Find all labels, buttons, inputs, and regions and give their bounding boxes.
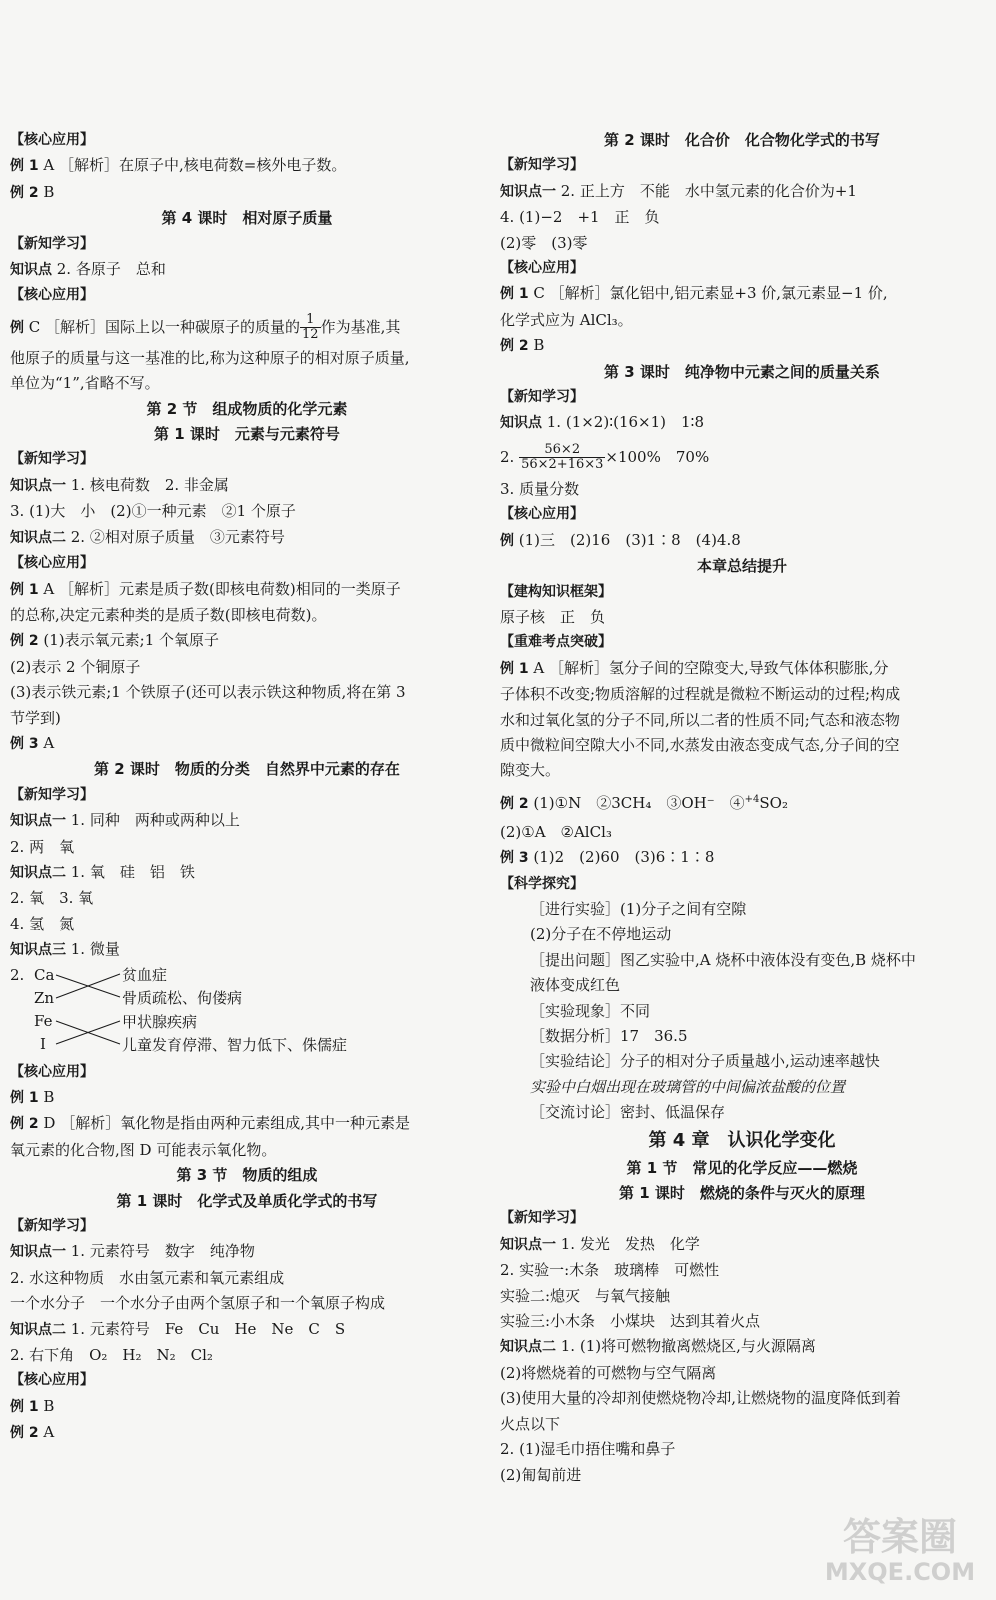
answer-text: 2. — [500, 447, 520, 466]
knowledge-label: 知识点二 — [10, 864, 66, 881]
section-tag: 【核心应用】 — [500, 506, 584, 523]
answer-line: 2. 氧 3. 氧 — [10, 889, 94, 908]
answer-line: (3)使用大量的冷却剂使燃烧物冷却,让燃烧物的温度降低到着 — [500, 1389, 902, 1408]
answer-text: 2. 各原子 总和 — [52, 260, 166, 279]
answer-line — [500, 845, 984, 871]
section-title: 第 3 节 物质的组成 — [176, 1166, 318, 1185]
disease-2: 骨质疏松、佝偻病 — [122, 988, 243, 1007]
valence-superscript: +4 — [744, 793, 760, 805]
answer-line — [500, 1334, 984, 1360]
section-tag: 【新知学习】 — [500, 157, 584, 174]
answer-line: 4. 氢 氮 — [10, 914, 75, 933]
answer-line — [10, 473, 484, 499]
answer-text: 1. 微量 — [66, 940, 120, 959]
answer-line: ［提出问题］图乙实验中,A 烧杯中液体没有变色,B 烧杯中 — [530, 950, 916, 969]
answer-text: A ［解析］元素是质子数(即核电荷数)相同的一类原子 — [38, 579, 401, 598]
answer-line: (3)表示铁元素;1 个铁原子(还可以表示铁这种物质,将在第 3 — [10, 683, 406, 702]
watermark-top-text: 答案圈 — [842, 1515, 958, 1559]
section-tag: 【科学探究】 — [500, 875, 584, 892]
section-tag: 【新知学习】 — [10, 451, 94, 468]
lesson-title: 第 1 课时 化学式及单质化学式的书写 — [116, 1191, 378, 1210]
answer-line — [500, 656, 984, 682]
answer-text: 2. 正上方 不能 水中氢元素的化合价为+1 — [556, 181, 857, 200]
answer-line — [10, 1085, 484, 1111]
section-tag: 【核心应用】 — [500, 260, 584, 277]
answer-line: ［交流讨论］密封、低温保存 — [530, 1103, 726, 1122]
knowledge-label: 知识点三 — [10, 942, 66, 959]
matching-number: 2. — [10, 965, 25, 984]
answer-line: 一个水分子 一个水分子由两个氢原子和一个氧原子构成 — [10, 1294, 386, 1313]
example-label: 例 1 — [10, 581, 39, 598]
answer-line: 的总称,决定元素种类的是质子数(即核电荷数)。 — [10, 605, 327, 624]
knowledge-label: 知识点一 — [10, 1244, 66, 1261]
answer-text: (1)三 (2)16 (3)1∶8 (4)4.8 — [514, 530, 741, 549]
lesson-title: 第 2 课时 化合价 化合物化学式的书写 — [604, 131, 880, 149]
lesson-title: 第 1 课时 元素与元素符号 — [154, 425, 340, 444]
answer-line — [10, 525, 484, 551]
watermark-bottom-text: MXQE.COM — [824, 1558, 976, 1586]
disease-1: 贫血症 — [122, 965, 168, 984]
answer-line — [500, 333, 984, 359]
answer-text: A ［解析］氢分子间的空隙变大,导致气体体积膨胀,分 — [528, 658, 889, 677]
lesson-title: 第 3 课时 纯净物中元素之间的质量关系 — [604, 362, 880, 381]
answer-line — [10, 257, 484, 283]
section-tag: 【核心应用】 — [10, 287, 94, 304]
answer-text: B — [38, 1396, 55, 1415]
answer-line — [10, 1420, 484, 1446]
answer-line — [10, 1394, 484, 1420]
knowledge-label: 知识点一 — [10, 813, 66, 830]
answer-line — [500, 410, 984, 436]
disease-4: 儿童发育停滞、智力低下、侏儒症 — [122, 1035, 348, 1054]
answer-line — [10, 153, 484, 179]
matching-diagram — [10, 964, 484, 1060]
answer-line: 实验二:熄灭 与氧气接触 — [500, 1286, 671, 1305]
fraction-denominator: 56×2+16×3 — [521, 457, 604, 473]
answer-line: 节学到) — [10, 708, 61, 727]
answer-line: (2)将燃烧着的可燃物与空气隔离 — [500, 1363, 717, 1382]
answer-line: 化学式应为 AlCl₃。 — [500, 310, 633, 329]
element-i: I — [40, 1034, 46, 1053]
answer-line: 2. 水这种物质 水由氢元素和氧元素组成 — [10, 1268, 285, 1287]
element-fe: Fe — [34, 1011, 53, 1030]
answer-line: (2)分子在不停地运动 — [530, 925, 672, 944]
answer-line: ［实验现象］不同 — [530, 1001, 651, 1020]
section-tag: 【建构知识框架】 — [500, 583, 612, 600]
example-label: 例 2 — [500, 795, 529, 812]
section-tag: 【新知学习】 — [10, 235, 94, 252]
element-ca: Ca — [34, 965, 55, 984]
answer-text: D ［解析］氧化物是指由两种元素组成,其中一种元素是 — [38, 1114, 410, 1133]
answer-line — [10, 731, 484, 757]
answer-line: ［实验结论］分子的相对分子质量越小,运动速率越快 — [530, 1052, 880, 1071]
example-label: 例 1 — [500, 660, 529, 677]
answer-text: (1)2 (2)60 (3)6∶1∶8 — [528, 848, 715, 867]
knowledge-label: 知识点二 — [10, 529, 66, 546]
section-title: 第 2 节 组成物质的化学元素 — [146, 399, 348, 418]
answer-line — [10, 180, 484, 206]
chapter-title: 第 4 章 认识化学变化 — [648, 1129, 836, 1151]
answer-line: 单位为“1”,省略不写。 — [10, 374, 160, 393]
answer-line — [500, 1232, 984, 1258]
knowledge-label: 知识点一 — [500, 183, 556, 200]
answer-line — [10, 309, 484, 346]
answer-line: ［数据分析］17 36.5 — [530, 1027, 688, 1045]
answer-text: 1. 氧 硅 铝 铁 — [66, 862, 195, 881]
answer-line: 3. (1)大 小 (2)①一种元素 ②1 个原子 — [10, 502, 296, 521]
answer-text: B — [38, 1088, 55, 1106]
answer-line — [10, 577, 484, 603]
answer-text: 1. 发光 发热 化学 — [556, 1234, 700, 1253]
answer-line — [500, 784, 984, 820]
example-label: 例 2 — [10, 184, 39, 201]
answer-text: 1. (1)将可燃物撤离燃烧区,与火源隔离 — [556, 1337, 816, 1356]
disease-3: 甲状腺疾病 — [122, 1012, 198, 1031]
section-tag: 【新知学习】 — [500, 1210, 584, 1227]
answer-text: (1)表示氧元素;1 个氧原子 — [38, 631, 220, 650]
section-tag: 【核心应用】 — [10, 1063, 94, 1080]
answer-line: 水和过氧化氢的分子不同,所以二者的性质不同;气态和液态物 — [500, 710, 900, 729]
example-label: 例 — [10, 319, 24, 336]
answer-text: SO₂ — [759, 793, 788, 812]
example-label: 例 2 — [10, 633, 39, 650]
answer-text: 1. 元素符号 Fe Cu He Ne C S — [66, 1319, 346, 1338]
knowledge-label: 知识点 — [500, 415, 542, 432]
knowledge-label: 知识点一 — [10, 477, 66, 494]
section-tag: 【核心应用】 — [10, 1372, 94, 1389]
knowledge-label: 知识点 — [10, 262, 52, 279]
answer-line: 子体积不改变;物质溶解的过程就是微粒不断运动的过程;构成 — [500, 685, 901, 704]
example-label: 例 3 — [500, 850, 529, 867]
example-label: 例 1 — [10, 1090, 39, 1106]
answer-line — [500, 179, 984, 205]
example-label: 例 1 — [500, 286, 529, 303]
fraction-numerator: 56×2 — [519, 443, 605, 458]
left-column — [10, 128, 484, 1447]
lesson-title: 第 1 课时 燃烧的条件与灭火的原理 — [619, 1184, 865, 1203]
answer-text: 1. (1×2)∶(16×1) 1∶8 — [542, 413, 705, 432]
answer-text: C ［解析］国际上以一种碳原子的质量的 — [24, 317, 301, 336]
knowledge-label: 知识点二 — [10, 1321, 66, 1338]
example-label: 例 2 — [10, 1116, 39, 1133]
answer-text: B — [528, 336, 545, 355]
watermark-logo — [820, 1508, 980, 1586]
answer-line — [500, 437, 984, 477]
answer-line: 隙变大。 — [500, 761, 561, 780]
answer-text: 2. ②相对原子质量 ③元素符号 — [66, 527, 285, 546]
answer-line: 2. 右下角 O₂ H₂ N₂ Cl₂ — [10, 1346, 213, 1365]
answer-line — [500, 281, 984, 307]
example-label: 例 2 — [500, 338, 529, 355]
answer-text: (1)①N ②3CH₄ ③OH⁻ ④ — [528, 793, 745, 812]
answer-line: 2. (1)湿毛巾捂住嘴和鼻子 — [500, 1440, 676, 1459]
section-title: 第 1 节 常见的化学反应——燃烧 — [626, 1158, 858, 1177]
answer-text: 1. 同种 两种或两种以上 — [66, 811, 240, 830]
answer-text: A — [38, 1423, 55, 1442]
element-zn: Zn — [34, 988, 55, 1007]
fraction — [519, 443, 605, 472]
knowledge-label: 知识点一 — [500, 1236, 556, 1253]
example-label: 例 1 — [10, 158, 39, 175]
answer-line: 氧元素的化合物,图 D 可能表示氧化物。 — [10, 1140, 277, 1159]
answer-line: 他原子的质量与这一基准的比,称为这种原子的相对原子质量, — [10, 348, 410, 367]
answer-text: 1. 元素符号 数字 纯净物 — [66, 1242, 255, 1261]
answer-line — [10, 860, 484, 886]
example-label: 例 1 — [10, 1398, 39, 1415]
answer-text: ×100% 70% — [605, 447, 710, 466]
answer-line: (2)①A ②AlCl₃ — [500, 822, 612, 841]
section-tag: 【核心应用】 — [10, 555, 94, 572]
answer-line: (2)零 (3)零 — [500, 233, 588, 252]
answer-text: 作为基准,其 — [320, 317, 401, 336]
answer-line: 实验中白烟出现在玻璃管的中间偏浓盐酸的位置 — [530, 1077, 846, 1096]
answer-line: (2)匍匐前进 — [500, 1465, 582, 1484]
answer-line — [10, 628, 484, 654]
answer-line — [10, 808, 484, 834]
example-label: 例 3 — [10, 735, 39, 752]
answer-text: A ［解析］在原子中,核电荷数=核外电子数。 — [38, 156, 347, 175]
answer-line: ［进行实验］(1)分子之间有空隙 — [530, 899, 747, 918]
answer-text: B — [38, 182, 55, 201]
example-label: 例 — [500, 532, 514, 549]
right-column — [500, 128, 984, 1488]
fraction-numerator: 1 — [300, 313, 321, 328]
answer-line: 质中微粒间空隙大小不同,水蒸发由液态变成气态,分子间的空 — [500, 735, 900, 754]
answer-line: 3. 质量分数 — [500, 479, 580, 498]
lesson-title: 第 2 课时 物质的分类 自然界中元素的存在 — [94, 760, 400, 779]
answer-line — [10, 1317, 484, 1343]
answer-text: A — [38, 733, 55, 752]
answer-line: 原子核 正 负 — [500, 607, 606, 626]
fraction-denominator: 12 — [302, 327, 319, 343]
chapter-summary-title: 本章总结提升 — [696, 557, 787, 576]
section-tag: 【新知学习】 — [500, 389, 584, 406]
answer-line: 4. (1)−2 +1 正 负 — [500, 208, 660, 227]
section-tag: 【新知学习】 — [10, 786, 94, 803]
section-tag: 【核心应用】 — [10, 132, 94, 148]
answer-line: 2. 实验一:木条 玻璃棒 可燃性 — [500, 1261, 720, 1280]
answer-line: 火点以下 — [500, 1414, 561, 1433]
answer-line: 2. 两 氧 — [10, 837, 75, 856]
example-label: 例 2 — [10, 1425, 39, 1442]
answer-text: 1. 核电荷数 2. 非金属 — [66, 475, 229, 494]
section-tag: 【重难考点突破】 — [500, 634, 612, 651]
section-tag: 【新知学习】 — [10, 1218, 94, 1235]
answer-text: C ［解析］氯化铝中,铝元素显+3 价,氯元素显−1 价, — [528, 284, 888, 303]
fraction — [300, 313, 321, 342]
knowledge-label: 知识点二 — [500, 1339, 556, 1356]
watermark-graphic — [820, 1508, 980, 1586]
answer-line: 液体变成红色 — [530, 976, 621, 995]
answer-line: (2)表示 2 个铜原子 — [10, 657, 141, 676]
answer-line — [500, 528, 984, 554]
answer-line: 实验三:小木条 小煤块 达到其着火点 — [500, 1312, 761, 1331]
lesson-title: 第 4 课时 相对原子质量 — [161, 209, 333, 228]
answer-line — [10, 937, 484, 963]
answer-line — [10, 1239, 484, 1265]
answer-line — [10, 1111, 484, 1137]
